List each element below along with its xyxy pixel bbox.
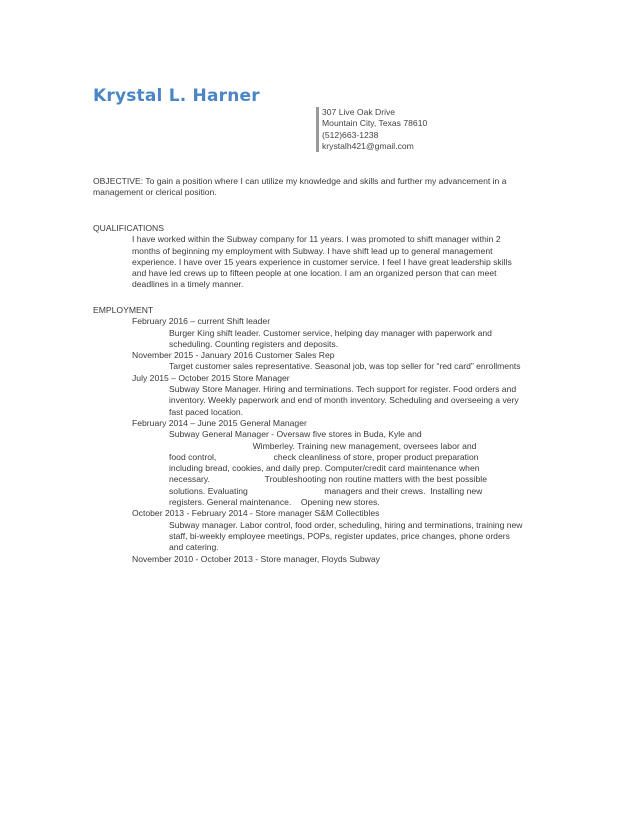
job-title: February 2016 – current Shift leader [132,316,271,327]
qualifications-heading: QUALIFICATIONS [93,223,164,233]
job-description: Burger King shift leader. Customer service, helping day manager with paperwork and scheduling. Counting registers and deposits. [169,327,492,349]
email-address: krystalh421@gmail.com [322,140,414,151]
objective-text: OBJECTIVE: To gain a position where I can utilize my knowledge and skills and further my advancement in a management or clerical position. [93,176,507,198]
job-description-line: solutions. Evaluating managers and their crews. Installing new [169,485,483,496]
job-description-line: Wimberley. Training new management, oversees labor and [169,440,477,451]
phone-number: (512)663-1238 [322,129,379,140]
qualifications-text: I have worked within the Subway company for 11 years. I was promoted to shift manager within 2 months of beginning my employment with Subway. I have shift lead up to general management experience. I have over 15 years experience in customer service. I feel I have great leadership skills and have led crews up to fifteen people at one location. I am an organized person that can meet deadlines in a timely manner. [132,234,512,290]
job-entry [93,316,524,350]
address-line-2: Mountain City, Texas 78610 [322,118,428,129]
job-entry [93,350,524,373]
job-title: November 2010 - October 2013 - Store manager, Floyds Subway [132,553,380,564]
employment-heading: EMPLOYMENT [93,305,154,315]
job-entry [93,418,524,508]
job-title: February 2014 – June 2015 General Manager [132,417,307,428]
job-description: Subway Store Manager. Hiring and terminations. Tech support for register. Food orders and inventory. Weekly paperwork and end of month inventory. Scheduling and overseeing a very fast paced location. [169,384,519,417]
job-entry [93,508,524,553]
job-description-line: food control, check cleanliness of store, proper product preparation [169,451,479,462]
job-description-line: Subway General Manager - Oversaw five stores in Buda, Kyle and [169,429,422,440]
resume-name: Krystal L. Harner [93,86,260,106]
job-description-line: including bread, cookies, and daily prep. Computer/credit card maintenance when [169,463,480,474]
job-entry [93,554,524,565]
job-description-line: necessary. Troubleshooting non routine matters with the best possible [169,474,487,485]
contact-block [316,107,427,152]
qualifications-section [93,223,520,291]
job-description [169,429,524,508]
job-title: July 2015 – October 2015 Store Manager [132,372,290,383]
job-description: Target customer sales representative. Seasonal job, was top seller for “red card” enrollments [169,361,521,372]
job-description: Subway manager. Labor control, food order, scheduling, hiring and terminations, training new staff, bi-weekly employee meetings, POPs, register updates, price changes, phone orders and catering. [169,519,523,553]
job-title: October 2013 - February 2014 - Store manager S&M Collectibles [132,508,380,519]
job-description-line: registers. General maintenance. Opening new stores. [169,497,380,508]
employment-section [93,305,524,565]
address-line-1: 307 Live Oak Drive [322,107,396,117]
job-title: November 2015 - January 2016 Customer Sales Rep [132,350,335,361]
job-entry [93,373,524,418]
